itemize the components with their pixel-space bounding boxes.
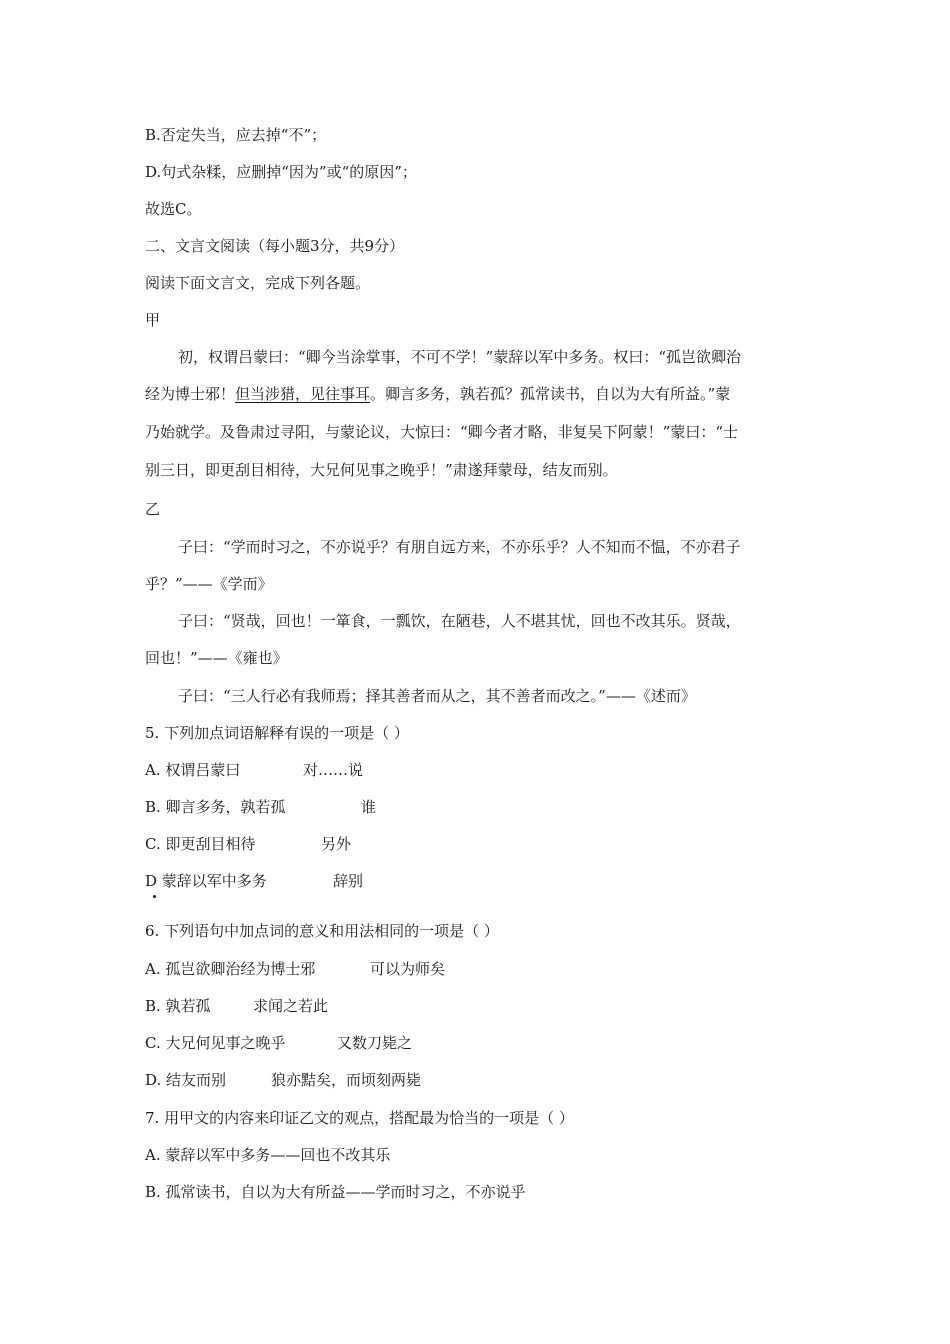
q6-option-c-text: C. 大兄何见事之晚乎 [145,1034,286,1052]
q6-option-b-compare: 求闻之若此 [253,997,329,1015]
passage-a-label: 甲 [145,311,161,329]
passage-a-line-2 [145,384,810,404]
q6-option-b-text: B. 孰若孤 [145,997,211,1015]
q5-option-b-meaning: 谁 [361,798,377,816]
passage-b-p1-line-1: 子曰：“学而时习之，不亦说乎？有朋自远方来，不亦乐乎？人不知而不愠，不亦君子 [178,538,741,556]
passage-b-label: 乙 [145,500,161,518]
q5-option-d [145,871,810,891]
passage-a-line-3: 乃始就学。及鲁肃过寻阳，与蒙论议，大惊曰：“卿今者才略，非复吴下阿蒙！”蒙曰：“士 [145,423,739,441]
answer-note-b: B.否定失当，应去掉“不”； [145,126,327,144]
q5-option-a-text: A. 权谓吕蒙曰 [145,761,241,779]
section-instruction: 阅读下面文言文，完成下列各题。 [145,274,371,292]
q5-option-c-meaning: 另外 [321,835,352,853]
q7-stem: 7. 用甲文的内容来印证乙文的观点，搭配最为恰当的一项是（ ） [145,1109,574,1127]
q6-option-d-text: D. 结友而别 [145,1071,227,1089]
underlined-sentence: 但当涉猎，见往事耳 [235,385,371,403]
q6-stem: 6. 下列语句中加点词的意义和用法相同的一项是（ ） [145,922,499,940]
q5-option-b [145,797,810,817]
passage-a-line-1-text: 初，权谓吕蒙曰：“卿今当涂掌事，不可不学！”蒙辞以军中多务。权曰：“孤岂欲卿治 [178,348,742,366]
q6-option-a-text: A. 孤岂欲卿治经为博士邪 [145,960,316,978]
q7-option-a: A. 蒙辞以军中多务——回也不改其乐 [145,1146,391,1164]
q6-option-d-compare: 狼亦黠矣，而顷刻两毙 [271,1071,422,1089]
passage-a-line-1 [178,347,810,367]
q5-option-a-meaning: 对……说 [303,761,364,779]
passage-b-p2-line-1: 子曰：“贤哉，回也！一箪食，一瓢饮，在陋巷，人不堪其忧，回也不改其乐。贤哉， [178,612,741,630]
q6-option-a-compare: 可以为师矣 [370,960,446,978]
passage-a-line-2-post: 。卿言多务，孰若孤？孤常读书，自以为大有所益。”蒙 [370,385,731,403]
q5-stem: 5. 下列加点词语解释有误的一项是（ ） [145,724,409,742]
passage-b-p1-line-2: 乎？”——《学而》 [145,575,273,593]
q6-option-b [145,996,810,1016]
passage-a-line-2-pre: 经为博士邪！ [145,385,236,403]
q6-option-c [145,1033,810,1053]
q5-option-d-text: D 蒙辞以军中多务 [145,872,267,890]
passage-a-line-4: 别三日，即更刮目相待，大兄何见事之晚乎！”肃遂拜蒙母，结友而别。 [145,461,618,479]
q6-option-d [145,1070,810,1090]
q6-option-a [145,959,810,979]
answer-note-d: D.句式杂糅，应删掉“因为”或“的原因”； [145,163,417,181]
passage-b-p2-line-2: 回也！”——《雍也》 [145,649,288,667]
q5-option-b-text: B. 卿言多务，孰若孤 [145,798,286,816]
passage-b-p3-line-1: 子曰：“三人行必有我师焉；择其善者而从之，其不善者而改之。”——《述而》 [178,687,696,705]
section-heading: 二、文言文阅读（每小题3分，共9分） [145,237,405,255]
q7-option-b: B. 孤常读书，自以为大有所益——学而时习之，不亦说乎 [145,1183,526,1201]
q5-option-a [145,760,810,780]
q5-option-d-meaning: 辞别 [333,872,364,890]
q5-option-c [145,834,810,854]
q5-option-c-text: C. 即更刮目相待 [145,835,256,853]
emphasis-dot-mark [153,895,156,898]
q6-option-c-compare: 又数刀毙之 [337,1034,413,1052]
answer-conclusion: 故选C。 [145,200,202,218]
